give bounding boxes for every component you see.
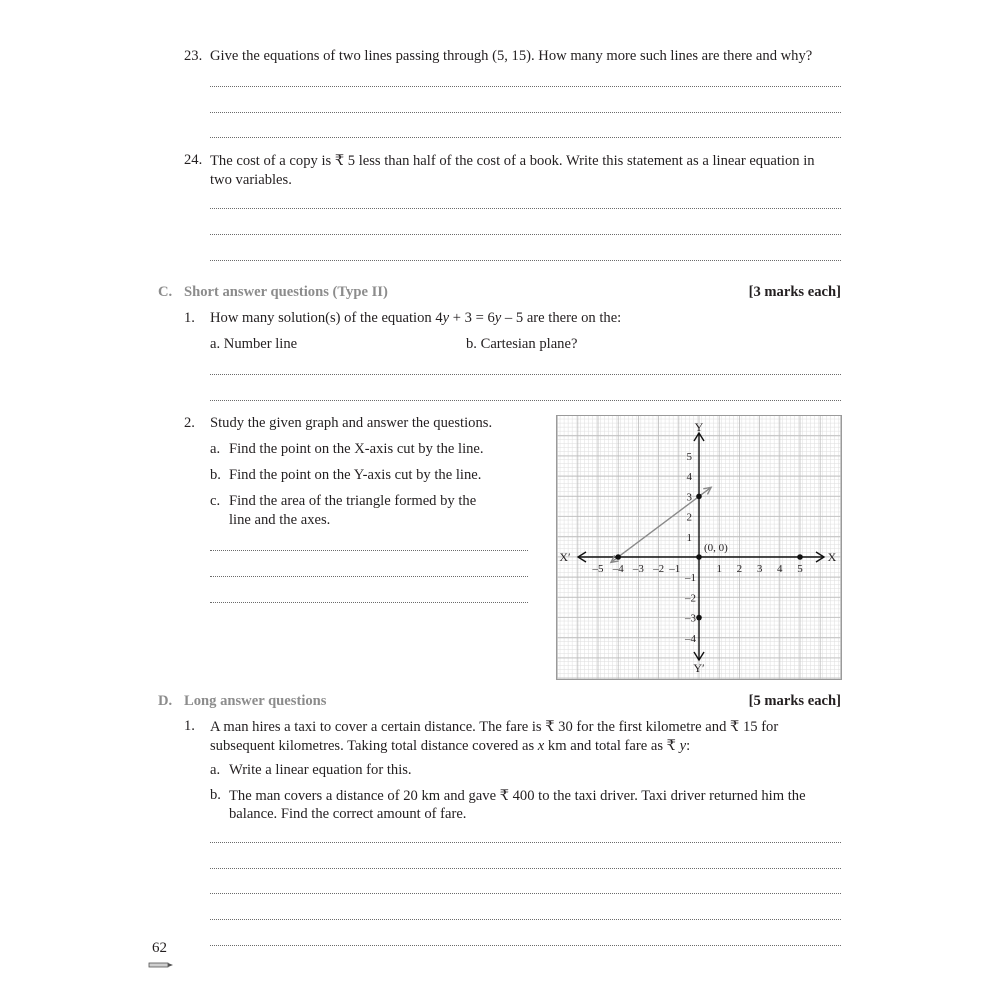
y-tick-label: –1 [685,572,696,585]
pencil-icon [148,961,174,969]
section-c-q1-text: How many solution(s) of the equation 4y + 3 = 6y – 5 are there on the: [210,310,622,326]
question-23-text: Give the equations of two lines passing through (5, 15). How many more such lines are there and why? [210,48,813,64]
section-c-marks: [3 marks each] [748,284,841,300]
x-neg-axis-label: X′ [559,550,571,564]
answer-line[interactable] [210,137,841,138]
answer-line[interactable] [210,374,841,375]
answer-line[interactable] [210,208,841,209]
section-c-q1-option-b: b. Cartesian plane? [466,336,578,352]
answer-line[interactable] [210,234,841,235]
answer-line[interactable] [210,945,841,946]
section-c-q1-option-a: a. Number line [210,336,298,352]
y-tick-label: 3 [686,491,692,504]
y-tick-label: 5 [686,451,692,463]
section-c-q2-c-label: c. [210,493,221,509]
section-d-q1-b-label: b. [210,787,221,803]
x-tick-label: –2 [653,563,665,575]
section-c-q2-text: Study the given graph and answer the questions. [210,415,493,431]
x-axis-label: X [827,550,837,564]
section-d-q1-b-text-1: The man covers a distance of 20 km and gave ₹ 400 to the taxi driver. Taxi driver returned him the [229,788,806,804]
coordinate-graph [556,415,842,680]
section-d-q1-a-label: a. [210,762,221,778]
graph-labels [559,420,836,675]
plotted-point [615,554,621,560]
y-tick-label: –4 [685,632,696,645]
answer-line[interactable] [210,893,841,894]
plotted-point [696,554,702,560]
section-c-q2-a-text: Find the point on the X-axis cut by the line. [229,441,484,457]
section-d-marks: [5 marks each] [748,693,841,709]
section-d-q1-line-2: subsequent kilometres. Taking total distance covered as x km and total fare as ₹ y: [210,738,691,754]
plotted-point [696,494,702,500]
y-tick-label: –3 [685,612,696,625]
y-tick-label: 2 [686,511,692,524]
answer-line[interactable] [210,919,841,920]
answer-line[interactable] [210,400,841,401]
section-c-q2-b-label: b. [210,467,221,483]
x-tick-label: –5 [592,563,604,575]
y-tick-label: 4 [686,471,692,484]
section-c-q1-number: 1. [184,310,195,326]
x-tick-label: 2 [736,563,743,575]
answer-line[interactable] [210,86,841,87]
x-tick-label: –4 [612,563,624,575]
section-c-q2-b-text: Find the point on the Y-axis cut by the line. [229,467,482,483]
section-d-label: D. [158,693,173,709]
section-c-q2-c-text-1: Find the area of the triangle formed by the [229,493,477,509]
y-neg-axis-label: Y′ [693,661,705,675]
x-tick-label: –1 [669,563,681,575]
section-d-title: Long answer questions [184,693,327,709]
answer-line[interactable] [210,260,841,261]
answer-line[interactable] [210,842,841,843]
origin-label: (0, 0) [704,542,728,554]
y-axis-label: Y [694,420,704,434]
section-d-q1-number: 1. [184,718,195,734]
page-number: 62 [152,940,167,956]
answer-line[interactable] [210,868,841,869]
answer-line[interactable] [210,602,528,603]
plotted-point [696,615,702,621]
section-d-q1-line-1: A man hires a taxi to cover a certain distance. The fare is ₹ 30 for the first kilometre and ₹ 15 for [210,719,779,735]
y-tick-label: 1 [686,531,692,544]
x-tick-label: 5 [797,563,803,575]
x-tick-label: –3 [632,563,644,575]
x-tick-label: 1 [716,563,722,575]
section-c-label: C. [158,284,173,300]
x-tick-label: 4 [777,563,783,575]
question-23-number: 23. [184,48,203,64]
section-c-title: Short answer questions (Type II) [184,284,388,300]
question-24-line-2: two variables. [210,172,292,188]
section-c-q2-number: 2. [184,415,195,431]
answer-line[interactable] [210,112,841,113]
section-c-q2-c-text-2: line and the axes. [229,512,331,528]
x-tick-label: 3 [756,563,763,575]
section-c-q2-a-label: a. [210,441,221,457]
question-24-line-1: The cost of a copy is ₹ 5 less than half of the cost of a book. Write this statement as a linear equation in [210,153,815,169]
section-d-q1-b-text-2: balance. Find the correct amount of fare. [229,806,467,822]
graph-axes [578,433,824,660]
question-24-number: 24. [184,152,203,168]
answer-line[interactable] [210,550,528,551]
y-tick-label: –2 [685,592,696,605]
answer-line[interactable] [210,576,528,577]
section-d-q1-a-text: Write a linear equation for this. [229,762,412,778]
plotted-point [797,554,803,560]
